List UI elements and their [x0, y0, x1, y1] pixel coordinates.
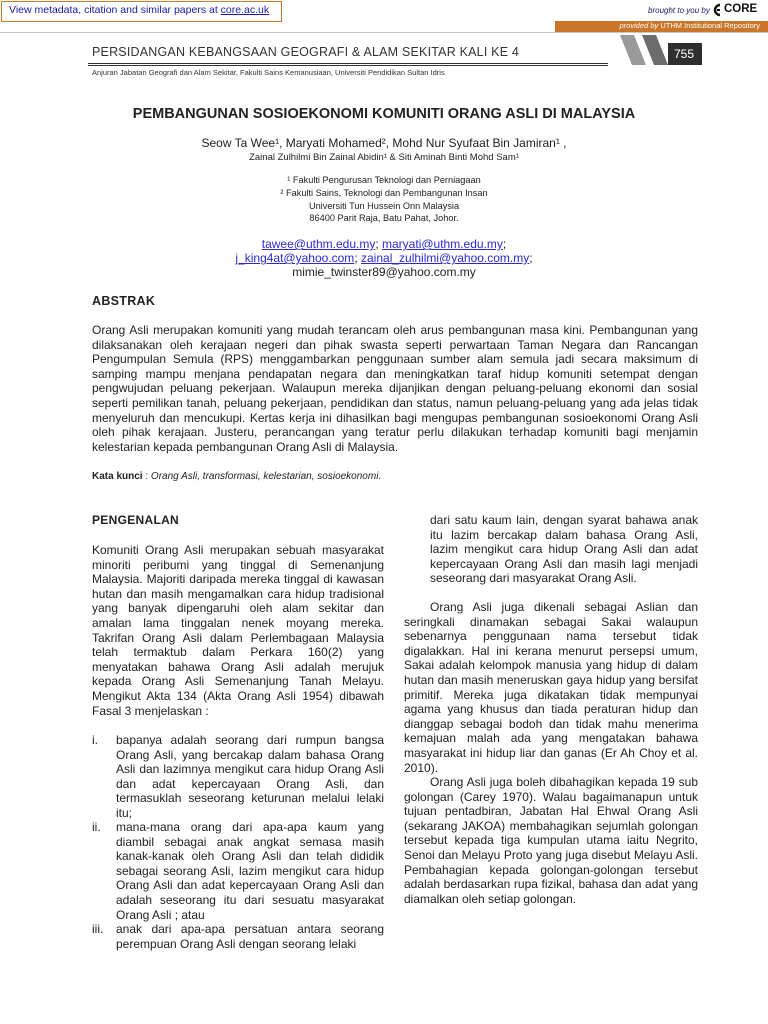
list-text: mana-mana orang dari apa-apa kaum yang diambil sebagai anak angkat semasa masih kanak-kanak oleh Orang Asli dan telah dididik sebagai seorang Asli, lazim mengikut cara hidup Orang Asli dan adat kepercayaan Orang Asli dan adalah seseorang itu dari sesuatu masyarakat Orang Asli ; atau	[116, 820, 384, 922]
list-continuation: dari satu kaum lain, dengan syarat bahawa anak itu lazim bercakap dalam bahasa Orang Asli, lazim mengikut cara hidup Orang Asli dan adat kepercayaan Orang Asli dan masih lagi menjadi seseorang dari masyarakat Orang Asli.	[430, 513, 698, 586]
running-subtitle: Anjuran Jabatan Geografi dan Alam Sekitar, Fakulti Sains Kemanusiaan, Universiti Pendidikan Sultan Idris	[92, 68, 445, 77]
core-provided-text	[620, 21, 761, 30]
header-rule	[88, 63, 608, 64]
right-column	[404, 513, 698, 906]
email-link[interactable]: zainal_zulhilmi@yahoo.com.my	[361, 251, 530, 265]
page-number: 755	[673, 47, 695, 61]
email-text: mimie_twinster89@yahoo.com.my	[292, 265, 476, 279]
abstract-heading: ABSTRAK	[92, 294, 156, 308]
core-metadata-text	[9, 4, 269, 16]
core-brand[interactable]: CORE	[724, 3, 758, 15]
body-paragraph: Orang Asli juga dikenali sebagai Aslian dan seringkali dinamakan sebagai Sakai walaupun sebenarnya penggunaan nama tersebut tidak digalakkan. Hal ini kerana menurut persepsi umum, Sakai adalah kelompok manusia yang hidup di dalam hutan dan masih meneruskan gaya hidup yang bersifat primitif. Mereka juga dikatakan tidak mempunyai agama yang khusus dan tiada peraturan hidup dan dianggap sebagai bodoh dan tidak mahu menerima kemajuan malah ada yang mengatakan bahawa masyarakat ini hidup liar dan ganas (Er Ah Choy et al. 2010).	[404, 599, 698, 775]
core-brought-text: brought to you by	[648, 6, 710, 15]
list-number: iii.	[92, 922, 104, 936]
core-provided-source: UTHM Institutional Repository	[660, 21, 760, 30]
list-number: i.	[92, 733, 98, 747]
header-rule-2	[88, 65, 608, 66]
email-link[interactable]: maryati@uthm.edu.my	[382, 237, 503, 251]
core-metadata-label: View metadata, citation and similar papers at	[9, 4, 218, 16]
keywords: Kata kunci : Orang Asli, transformasi, kelestarian, sosioekonomi.	[92, 471, 382, 482]
core-link[interactable]: core.ac.uk	[220, 4, 270, 16]
core-logo-icon	[711, 3, 723, 17]
affiliation-4: 86400 Parit Raja, Batu Pahat, Johor.	[309, 213, 459, 224]
authors-line-1: Seow Ta Wee¹, Maryati Mohamed², Mohd Nur Syufaat Bin Jamiran¹ ,	[201, 136, 567, 150]
email-link[interactable]: tawee@uthm.edu.my	[261, 237, 376, 251]
affiliation-2: ² Fakulti Sains, Teknologi dan Pembangunan Insan	[280, 187, 488, 198]
list-number: ii.	[92, 820, 101, 834]
affiliation-1: ¹ Fakulti Pengurusan Teknologi dan Perniagaan	[287, 175, 481, 185]
authors-line-2: Zainal Zulhilmi Bin Zainal Abidin¹ & Siti Aminah Binti Mohd Sam¹	[249, 152, 519, 163]
core-provided-prefix: provided by	[619, 21, 659, 30]
author-emails: tawee@uthm.edu.my; maryati@uthm.edu.my; j_king4at@yahoo.com; zainal_zulhilmi@yahoo.com.my; mimie_twinster89@yahoo.com.my	[235, 237, 533, 279]
list-text: anak dari apa-apa persatuan antara seorang perempuan Orang Asli dengan seorang lelaki	[116, 922, 384, 951]
paper-title: PEMBANGUNAN SOSIOEKONOMI KOMUNITI ORANG ASLI DI MALAYSIA	[132, 106, 636, 122]
keywords-text: Orang Asli, transformasi, kelestarian, sosioekonomi.	[150, 471, 382, 482]
intro-paragraph: Komuniti Orang Asli merupakan sebuah masyarakat minoriti peribumi yang tinggal di Semenanjung Malaysia. Majoriti daripada mereka tinggal di kawasan hutan dan masih mengamalkan cara hidup tradisional yang banyak dipengaruhi oleh alam sekitar dan amalan lama tinggalan nenek moyang mereka. Takrifan Orang Asli dalam Perlembagaan Malaysia telah termaktub dalam Perkara 160(2) yang menyatakan bahawa Orang Asli adalah merujuk kepada Orang Asli Semenanjung Tanah Melayu. Mengikut Akta 134 (Akta Orang Asli 1954) dibawah Fasal 3 menjelaskan :	[92, 543, 384, 718]
affiliation-3: Universiti Tun Hussein Onn Malaysia	[308, 200, 460, 211]
body-paragraph: Orang Asli juga boleh dibahagikan kepada 19 sub golongan (Carey 1970). Walau bagaimanapun untuk tujuan pentadbiran, Jabatan Hal Ehwal Orang Asli (sekarang JAKOA) membahagikan sejumlah golongan tersebut kepada tiga kumpulan utama iaitu Negrito, Senoi dan Melayu Proto yang juga disebut Melayu Asli. Pembahagian kepada golongan-golongan tersebut adalah berdasarkan rupa fizikal, bahasa dan adat yang diamalkan oleh setiap golongan.	[404, 775, 698, 906]
affiliations	[0, 174, 768, 225]
keywords-label: Kata kunci	[92, 471, 143, 482]
abstract-text: Orang Asli merupakan komuniti yang mudah terancam oleh arus pembangunan masa kini. Pembangunan yang dilaksanakan oleh kerajaan negeri dan pihak swasta seperti perwartaan Taman Negara dan Rancangan Pengumpulan Semula (RPS) menggambarkan penggunaan sumber alam semula jadi secara maksimum di samping mampu menjana pendapatan negara dan meningkatkan taraf hidup komuniti setempat dengan pengwujudan peluang pekerjaan. Walaupun mereka dijanjikan dengan peluang-peluang ekonomi dan sosial seperti pemilikan tanah, peluang pekerjaan, pendidikan dan status, namun peluang-peluang yang ada jelas tidak menyeluruh dan mencukupi. Kertas kerja ini dihasilkan bagi mengupas pembangunan sosioekonomi Orang Asli oleh pihak kerajaan. Justeru, perancangan yang teratur perlu dilakukan terhadap komuniti bagi menjamin kelestarian kepada pembangunan Orang Asli di Malaysia.	[92, 323, 698, 454]
list-text: bapanya adalah seorang dari rumpun bangsa Orang Asli, yang bercakap dalam bahasa Orang Asli dan lazimnya mengikut cara hidup Orang Asli dan adat kepercayaan Orang Asli, dan termasuklah seseorang keturunan melalui lelaki itu;	[116, 733, 384, 820]
running-title: PERSIDANGAN KEBANGSAAN GEOGRAFI & ALAM SEKITAR KALI KE 4	[92, 45, 520, 59]
section-heading: PENGENALAN	[92, 513, 180, 527]
email-link[interactable]: j_king4at@yahoo.com	[235, 251, 355, 265]
